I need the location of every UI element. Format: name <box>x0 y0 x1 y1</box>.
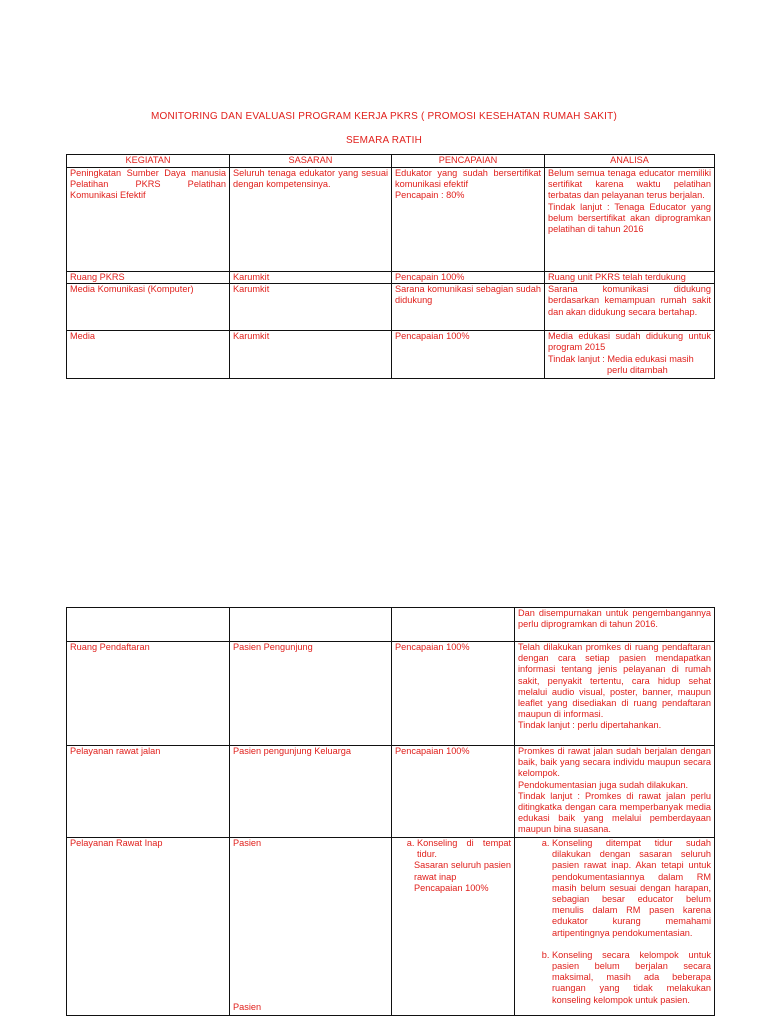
cell-text: Tindak lanjut : Promkes di rawat jalan perlu ditingkatka dengan cara memperbanyak media edukasi baik yang melalui pemberdayaan maupun bina suasana. <box>518 790 711 835</box>
analisa-list <box>518 838 711 1006</box>
cell-analisa <box>515 642 715 746</box>
cell-sasaran: Karumkit <box>230 284 392 331</box>
cell-kegiatan: Pelayanan rawat jalan <box>67 746 230 838</box>
header-kegiatan: KEGIATAN <box>67 155 230 168</box>
table-row <box>67 838 715 1016</box>
cell-kegiatan <box>67 608 230 642</box>
cell-kegiatan: Ruang PKRS <box>67 272 230 284</box>
table-row <box>67 746 715 838</box>
cell-sasaran: Pasien pengunjung Keluarga <box>230 746 392 838</box>
cell-text: Sasaran seluruh pasien rawat inap <box>414 860 511 882</box>
cell-pencapaian: Sarana komunikasi sebagian sudah didukung <box>392 284 545 331</box>
cell-text: Telah dilakukan promkes di ruang pendaftaran dengan cara setiap pasien mendapatkan informasi tentang jenis pelayanan di rumah sakit, penyakit tertentu, cara hidup sehat melalui audio visual, poster, banner, maupun leaflet yang disediakan di ruang pendaftaran maupun di informasi. <box>518 642 711 720</box>
monev-table-2 <box>66 607 715 1016</box>
table-row <box>67 168 715 272</box>
list-item: a. Konseling ditempat tidur sudah dilakukan dengan sasaran seluruh pasien rawat inap. Akan tetapi untuk pendokumentasiannya dalam RM masih belum sesuai dengan harapan, sebagian besar educator belum menulis dalam RM pasen karena edukator kurang memahami artipentingnya pendokumentasian. <box>552 838 711 939</box>
cell-kegiatan: Media <box>67 331 230 379</box>
cell-text: Pasien <box>233 1001 262 1012</box>
cell-pencapaian <box>392 608 515 642</box>
cell-pencapaian: Pencapaian 100% <box>392 642 515 746</box>
cell-kegiatan: Media Komunikasi (Komputer) <box>67 284 230 331</box>
cell-text: Belum semua tenaga educator memiliki sertifikat karena waktu pelatihan terbatas dan pelayanan terus berjalan. <box>548 168 711 201</box>
cell-analisa <box>515 746 715 838</box>
cell-pencapaian <box>392 168 545 272</box>
table-row <box>67 284 715 331</box>
table-row <box>67 272 715 284</box>
table-row <box>67 608 715 642</box>
cell-sasaran: Seluruh tenaga edukator yang sesuai dengan kompetensinya. <box>230 168 392 272</box>
header-analisa: ANALISA <box>545 155 715 168</box>
monev-table-1 <box>66 154 715 379</box>
cell-text: Edukator yang sudah bersertifikat komunikasi efektif <box>395 168 541 190</box>
cell-text: Pencapaian 100% <box>414 882 489 893</box>
cell-analisa <box>515 838 715 1016</box>
cell-analisa: Ruang unit PKRS telah terdukung <box>545 272 715 284</box>
cell-pencapaian <box>392 838 515 1016</box>
table-row <box>67 642 715 746</box>
list-item: b. Konseling secara kelompok untuk pasien belum berjalan secara maksimal, masih ada beberapa ruangan yang tidak melakukan konseling kelompok untuk pasien. <box>552 950 711 1006</box>
table-row <box>67 331 715 379</box>
document-subtitle: SEMARA RATIH <box>345 135 423 146</box>
list-item: a. Konseling di tempat tidur. <box>417 838 511 860</box>
cell-pencapaian: Pencapaian 100% <box>392 746 515 838</box>
cell-sasaran: Karumkit <box>230 331 392 379</box>
document-title: MONITORING DAN EVALUASI PROGRAM KERJA PKRS ( PROMOSI KESEHATAN RUMAH SAKIT) <box>151 111 617 122</box>
cell-text: Pencapain : 80% <box>395 190 465 201</box>
cell-text: Tindak lanjut : perlu dipertahankan. <box>518 720 662 731</box>
cell-analisa: Dan disempurnakan untuk pengembangannya perlu diprogramkan di tahun 2016. <box>515 608 715 642</box>
cell-analisa <box>545 168 715 272</box>
cell-text: Tindak lanjut : Tenaga Educator yang belum bersertifikat akan diprogramkan pelatihan di tahun 2016 <box>548 201 711 235</box>
header-pencapaian: PENCAPAIAN <box>392 155 545 168</box>
cell-pencapaian: Pencapain 100% <box>392 272 545 284</box>
cell-kegiatan: Peningkatan Sumber Daya manusia Pelatihan PKRS Pelatihan Komunikasi Efektif <box>67 168 230 272</box>
cell-kegiatan: Pelayanan Rawat Inap <box>67 838 230 1016</box>
cell-sasaran: Pasien Pengunjung <box>230 642 392 746</box>
cell-text: Media edukasi sudah didukung untuk program 2015 <box>548 331 711 353</box>
cell-text: Pasien <box>233 838 262 848</box>
header-sasaran: SASARAN <box>230 155 392 168</box>
cell-sasaran <box>230 608 392 642</box>
cell-pencapaian: Pencapaian 100% <box>392 331 545 379</box>
cell-text: Pendokumentasian juga sudah dilakukan. <box>518 779 689 790</box>
cell-sasaran: Karumkit <box>230 272 392 284</box>
pencapaian-list <box>395 838 511 860</box>
cell-kegiatan: Ruang Pendaftaran <box>67 642 230 746</box>
cell-sasaran <box>230 838 392 1016</box>
cell-text: perlu ditambah <box>607 364 668 375</box>
table-header-row <box>67 155 715 168</box>
cell-text: Tindak lanjut : Media edukasi masih <box>548 353 694 364</box>
cell-analisa <box>545 331 715 379</box>
cell-analisa: Sarana komunikasi didukung berdasarkan kemampuan rumah sakit dan akan didukung secara bertahap. <box>545 284 715 331</box>
cell-text: Promkes di rawat jalan sudah berjalan dengan baik, baik yang secara individu maupun secara kelompok. <box>518 746 711 779</box>
